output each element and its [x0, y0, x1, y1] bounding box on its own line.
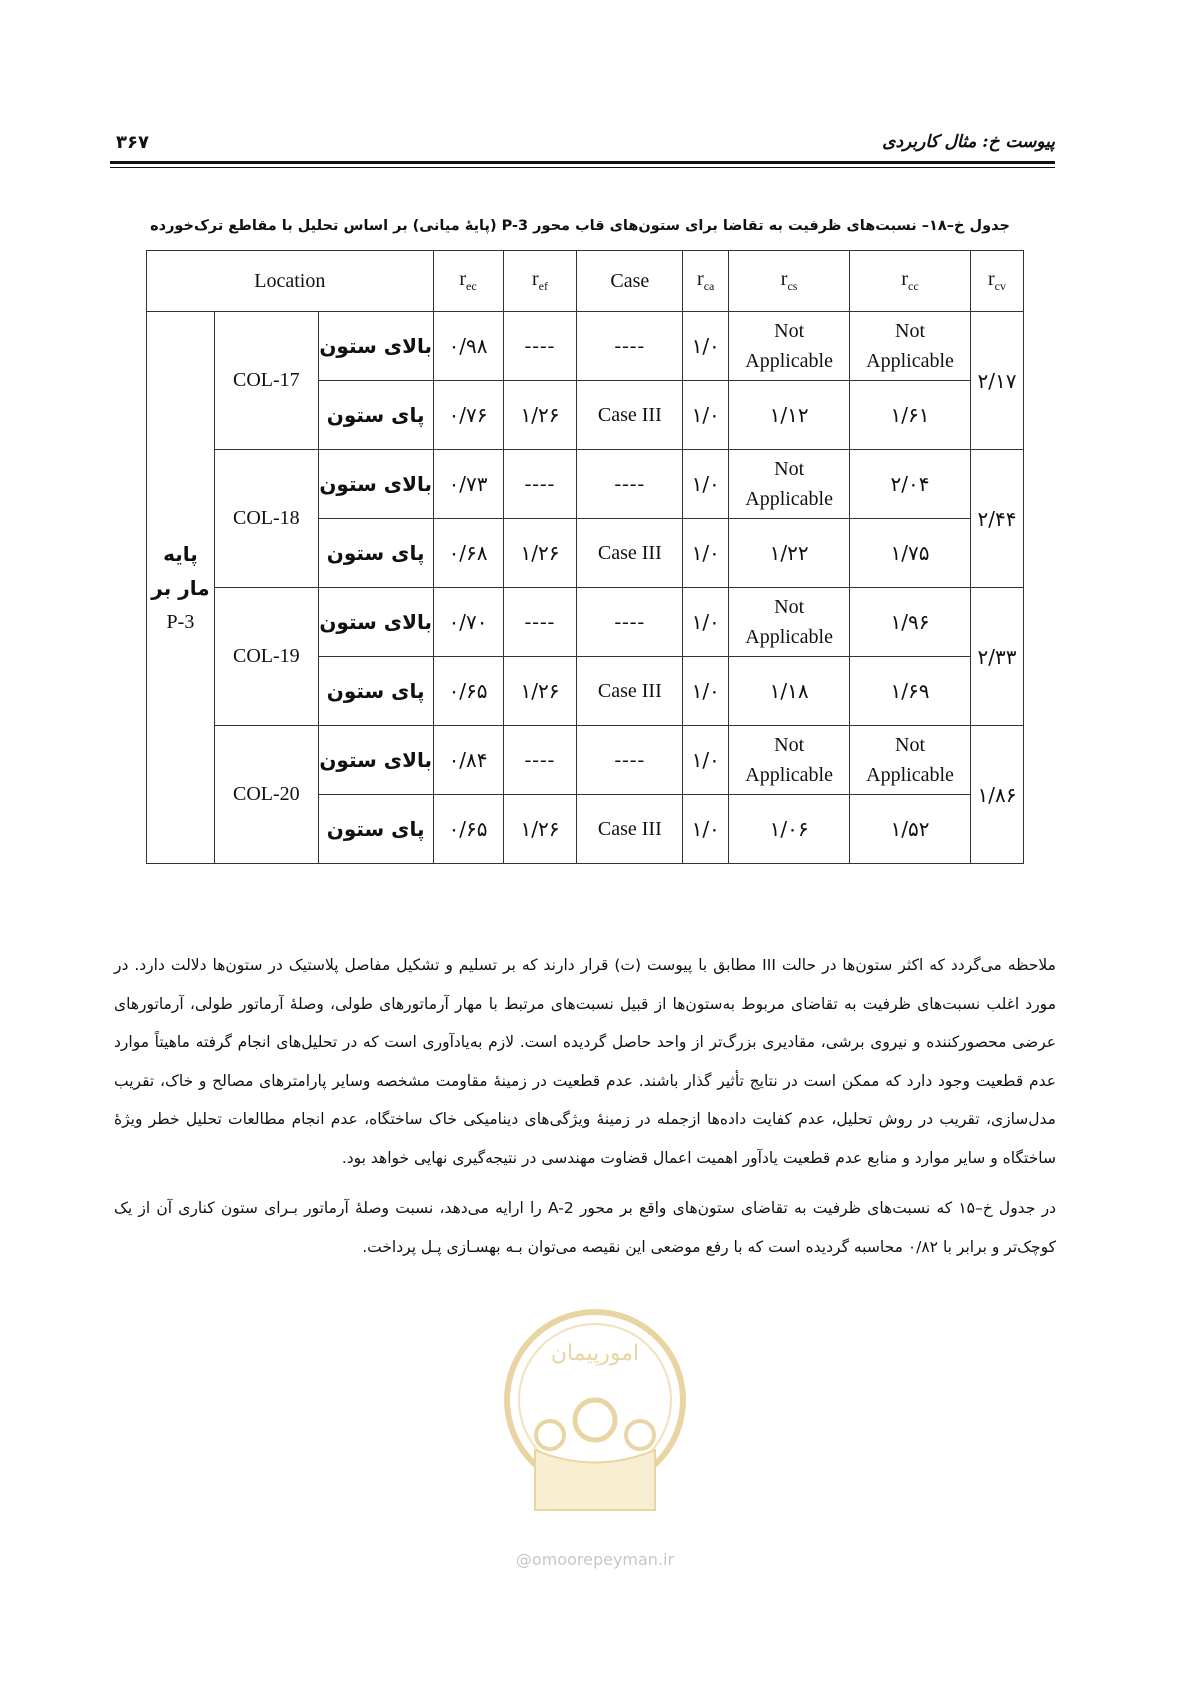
r-ec-value: ۰/۶۵ — [433, 795, 503, 864]
r-cc-value — [850, 519, 971, 588]
r-ef-value: ---- — [503, 588, 577, 657]
r-cs-value — [729, 519, 850, 588]
header-r-ef: $r_{ef}$ — [503, 251, 577, 312]
cell-line: Applicable — [745, 626, 833, 648]
location-cell — [147, 312, 215, 864]
table-row — [147, 450, 1024, 519]
watermark-logo — [495, 1300, 695, 1575]
cell-line: ۱/۷۵ — [890, 541, 930, 565]
cell-line: Not — [895, 734, 926, 756]
cell-line: Not — [774, 458, 805, 480]
r-cs-value — [729, 795, 850, 864]
cell-line: ۱/۱۸ — [769, 679, 809, 703]
r-ca-value: ۱/۰ — [683, 726, 729, 795]
r-cv-value: ۱/۸۶ — [970, 726, 1023, 864]
paragraph: ملاحظه می‌گردد که اکثر ستون‌ها در حالت III مطابق با پیوست (ت) قرار دارند که بر تسلیم و تشکیل مفاصل پلاستیک در ستون‌ها دلالت دارد. در مورد اغلب نسبت‌های ظرفیت به تقاضای مربوط به‌ستون‌ها از قبیل نسبت‌های مرتبط با مهار آرماتورهای طولی، وصلهٔ آرماتور طولی، آرماتورهای عرضی محصورکننده و نیروی برشی، مقادیری بزرگ‌تر از واحد حاصل گردیده است. لازم به‌یادآوری است که در تحلیل‌های انجام گرفته ماهیتاً موارد عدم قطعیت وجود دارد که ممکن است در نتایج تأثیر گذار باشند. عدم قطعیت در زمینهٔ مقاومت مشخصه وسایر پارامترهای مصالح و خاک، تقریب مدل‌سازی، تقریب در روش تحلیل، عدم کفایت داده‌ها ازجمله در زمینهٔ ویژگی‌های دینامیکی خاک ساختگاه، عدم انجام مطالعات تحلیل خطر ویژهٔ ساختگاه و سایر موارد و منابع عدم قطعیت یادآور اهمیت اعمال قضاوت مهندسی در نتیجه‌گیری نهایی خواهد بود. — [114, 956, 1056, 1167]
r-ef-value: ---- — [503, 312, 577, 381]
column-name: COL-20 — [214, 726, 318, 864]
r-ca-value: ۱/۰ — [683, 312, 729, 381]
page-number: ۳۶۷ — [116, 132, 149, 153]
case-value: ---- — [577, 312, 683, 381]
r-cs-value — [729, 726, 850, 795]
r-cc-value — [850, 795, 971, 864]
r-cs-value — [729, 312, 850, 381]
cell-line: ۲/۰۴ — [890, 472, 930, 496]
location-line: P-3 — [166, 610, 195, 633]
r-ef-value: ---- — [503, 726, 577, 795]
position-label: بالای ستون — [318, 312, 433, 381]
r-cc-value — [850, 450, 971, 519]
r-ec-value: ۰/۶۸ — [433, 519, 503, 588]
cell-line: Applicable — [745, 764, 833, 786]
table-row — [147, 726, 1024, 795]
location-line: پایه — [163, 541, 198, 566]
r-cs-value — [729, 588, 850, 657]
r-ef-value: ۱/۲۶ — [503, 519, 577, 588]
header-rule-thick — [110, 161, 1055, 164]
header-r-cc: $r_{cc}$ — [850, 251, 971, 312]
table-header-row — [147, 251, 1024, 312]
header-r-cv: $r_{cv}$ — [970, 251, 1023, 312]
case-value: Case III — [577, 381, 683, 450]
r-cv-value: ۲/۴۴ — [970, 450, 1023, 588]
case-value: ---- — [577, 588, 683, 657]
r-ec-value: ۰/۷۳ — [433, 450, 503, 519]
capacity-demand-table — [146, 250, 1024, 864]
column-name: COL-19 — [214, 588, 318, 726]
body-text — [114, 946, 1056, 1266]
position-label: بالای ستون — [318, 726, 433, 795]
case-value: ---- — [577, 450, 683, 519]
cell-line: Not — [774, 596, 805, 618]
r-ca-value: ۱/۰ — [683, 657, 729, 726]
cell-line: ۱/۲۲ — [769, 541, 809, 565]
header-location: Location — [147, 251, 434, 312]
position-label: پای ستون — [318, 381, 433, 450]
case-value: Case III — [577, 795, 683, 864]
r-cv-value: ۲/۳۳ — [970, 588, 1023, 726]
watermark-emblem-icon — [495, 1300, 695, 1575]
table-caption: جدول خ–۱۸– نسبت‌های ظرفیت به تقاضا برای ستون‌های قاب محور P-3 (پایهٔ میانی) بر اساس تحلیل با مقاطع ترک‌خورده — [150, 218, 1010, 234]
r-ef-value: ۱/۲۶ — [503, 795, 577, 864]
position-label: بالای ستون — [318, 588, 433, 657]
cell-line: ۱/۱۲ — [769, 403, 809, 427]
cell-line: Applicable — [866, 764, 954, 786]
r-ca-value: ۱/۰ — [683, 519, 729, 588]
cell-line: Not — [895, 320, 926, 342]
cell-line: ۱/۹۶ — [890, 610, 930, 634]
cell-line: Not — [774, 320, 805, 342]
table-row — [147, 588, 1024, 657]
r-cc-value — [850, 588, 971, 657]
r-ec-value: ۰/۹۸ — [433, 312, 503, 381]
header-case: Case — [577, 251, 683, 312]
watermark-logo-text: امورپیمان — [550, 1341, 640, 1366]
case-value: Case III — [577, 519, 683, 588]
case-value: Case III — [577, 657, 683, 726]
cell-line: ۱/۵۲ — [890, 817, 930, 841]
r-ec-value: ۰/۷۰ — [433, 588, 503, 657]
r-ec-value: ۰/۷۶ — [433, 381, 503, 450]
r-ca-value: ۱/۰ — [683, 795, 729, 864]
paragraph: در جدول خ–۱۵ که نسبت‌های ظرفیت به تقاضای ستون‌های واقع بر محور A-2 را ارایه می‌دهد، نسبت وصلهٔ آرماتور بـرای ستون کناری آن از یک کوچک‌تر و برابر با ۰/۸۲ محاسبه گردیده است که با رفع موضعی این نقیصه می‌توان بـه بهسـازی پـل پرداخت. — [114, 1199, 1056, 1256]
cell-line: ۱/۶۹ — [890, 679, 930, 703]
position-label: پای ستون — [318, 519, 433, 588]
column-name: COL-17 — [214, 312, 318, 450]
r-cs-value — [729, 381, 850, 450]
watermark-site-text: @omoorepeyman.ir — [515, 1550, 675, 1569]
cell-line: ۱/۰۶ — [769, 817, 809, 841]
r-ca-value: ۱/۰ — [683, 450, 729, 519]
position-label: پای ستون — [318, 657, 433, 726]
r-cc-value — [850, 312, 971, 381]
r-ca-value: ۱/۰ — [683, 588, 729, 657]
cell-line: Not — [774, 734, 805, 756]
case-value: ---- — [577, 726, 683, 795]
header-r-ec: $r_{ec}$ — [433, 251, 503, 312]
r-cs-value — [729, 450, 850, 519]
r-ef-value: ۱/۲۶ — [503, 381, 577, 450]
r-cc-value — [850, 381, 971, 450]
header-r-cs: $r_{cs}$ — [729, 251, 850, 312]
r-ef-value: ---- — [503, 450, 577, 519]
position-label: پای ستون — [318, 795, 433, 864]
running-title: پیوست خ: مثال کاربردی — [882, 132, 1055, 152]
r-ef-value: ۱/۲۶ — [503, 657, 577, 726]
cell-line: ۱/۶۱ — [890, 403, 930, 427]
r-ca-value: ۱/۰ — [683, 381, 729, 450]
header-r-ca: $r_{ca}$ — [683, 251, 729, 312]
r-ec-value: ۰/۶۵ — [433, 657, 503, 726]
location-line: مار بر — [151, 575, 210, 600]
cell-line: Applicable — [866, 350, 954, 372]
table-row — [147, 312, 1024, 381]
r-cc-value — [850, 726, 971, 795]
position-label: بالای ستون — [318, 450, 433, 519]
r-cs-value — [729, 657, 850, 726]
header-rule-thin — [110, 167, 1055, 168]
cell-line: Applicable — [745, 488, 833, 510]
r-cv-value: ۲/۱۷ — [970, 312, 1023, 450]
r-ec-value: ۰/۸۴ — [433, 726, 503, 795]
cell-line: Applicable — [745, 350, 833, 372]
column-name: COL-18 — [214, 450, 318, 588]
r-cc-value — [850, 657, 971, 726]
